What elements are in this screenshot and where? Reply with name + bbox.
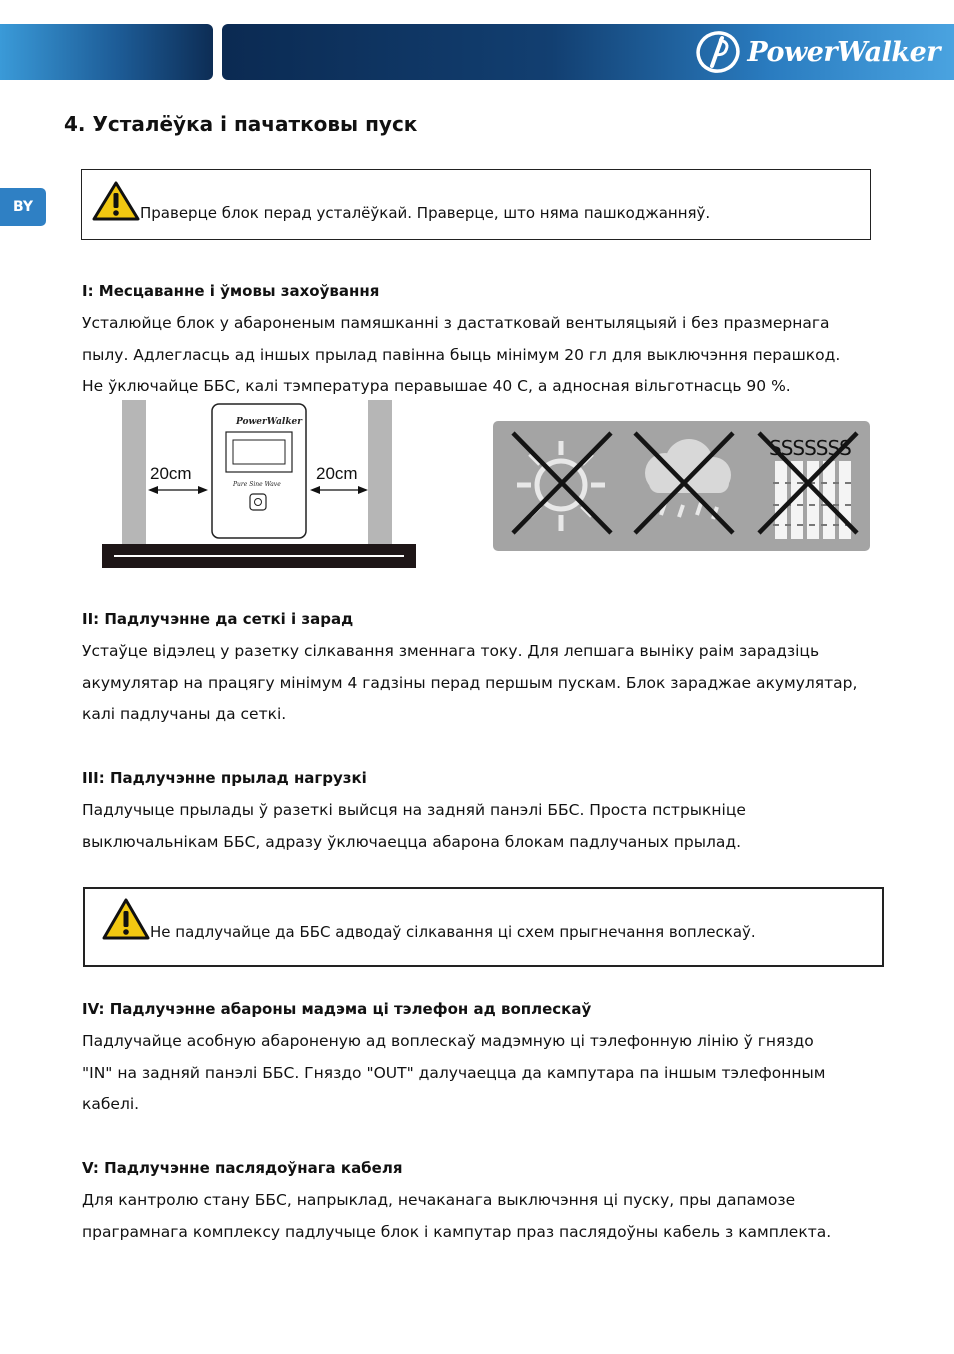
warning-box-1	[81, 169, 871, 240]
section-heading-5: V: Падлучэнне паслядоўнага кабеля	[82, 1159, 403, 1177]
section-1-line-2: пылу. Адлегласць ад іншых прылад павінна быць мінімум 20 гл для выключэння перашкод.	[82, 345, 841, 364]
warning-triangle-icon	[91, 180, 141, 222]
spacing-diagram	[100, 398, 418, 570]
section-2-line-1: Устаўце відэлец у разетку сілкавання зменнага току. Для лепшага выніку раім зарадзіць	[82, 642, 820, 660]
section-body-1	[82, 308, 840, 403]
device-caption-label: Pure Sine Wave	[233, 481, 281, 488]
warning-text-2: Не падлучайце да ББС адводаў сілкавання ці схем прыгнечання воплескаў.	[150, 923, 756, 941]
section-3-line-1: Падлучыце прылады ў разеткі выйсця на задняй панэлі ББС. Проста пстрыкніце	[82, 801, 746, 819]
warning-text-1: Праверце блок перад усталёўкай. Праверце, што няма пашкоджанняў.	[140, 204, 711, 222]
warning-triangle-icon	[101, 897, 151, 941]
section-heading-1: I: Месцаванне і ўмовы захоўвання	[82, 282, 380, 300]
no-heater-icon	[759, 433, 857, 539]
section-4-line-2: "IN" на задняй панэлі ББС. Гняздо "OUT" далучаецца да кампутара па іншым тэлефонным	[82, 1063, 826, 1082]
section-5-line-2: праграмнага комплексу падлучыце блок і кампутар праз паслядоўны кабель з камплекта.	[82, 1222, 832, 1241]
section-heading-4: IV: Падлучэнне абароны мадэма ці тэлефон ад воплескаў	[82, 1000, 592, 1018]
right-distance-label: 20cm	[316, 464, 358, 483]
section-heading-3: III: Падлучэнне прылад нагрузкі	[82, 769, 367, 787]
section-4-line-3: кабелі.	[82, 1095, 140, 1113]
section-5-line-1: Для кантролю стану ББС, напрыклад, нечаканага выключэння ці пуску, пры дапамозе	[82, 1191, 796, 1209]
section-body-2	[82, 636, 857, 731]
brand-logo	[695, 30, 940, 74]
brand-logo-icon	[695, 30, 741, 74]
conditions-panel	[493, 421, 870, 551]
language-tab[interactable]: BY	[0, 188, 46, 226]
conditions-icons	[493, 421, 870, 551]
section-body-3	[82, 795, 746, 858]
warning-box-2	[83, 887, 884, 967]
header-right-bar	[222, 24, 954, 80]
no-sun-icon	[513, 433, 611, 533]
no-rain-icon	[635, 433, 733, 533]
section-heading-2: II: Падлучэнне да сеткі і зарад	[82, 610, 354, 628]
device-brand-label: PowerWalker	[236, 417, 303, 427]
heater-label: SSSSSSS	[769, 436, 851, 460]
section-body-4	[82, 1026, 825, 1121]
page-title: 4. Усталёўка і пачатковы пуск	[64, 112, 418, 136]
header-left-bar	[0, 24, 213, 80]
section-2-line-3: калі падлучаны да сеткі.	[82, 705, 287, 723]
section-1-line-1: Усталюйце блок у абароненым памяшканні з дастатковай вентыляцыяй і без празмернага	[82, 314, 830, 332]
section-body-5	[82, 1185, 831, 1248]
section-3-line-2: выключальнікам ББС, адразу ўключаецца абарона блокам падлучаных прылад.	[82, 832, 742, 851]
section-2-line-2: акумулятар на працягу мінімум 4 гадзіны перад першым пускам. Блок зараджае акумулятар,	[82, 673, 858, 692]
left-distance-label: 20cm	[150, 464, 192, 483]
section-4-line-1: Падлучайце асобную абароненую ад воплескаў мадэмную ці тэлефонную лінію ў гняздо	[82, 1032, 814, 1050]
section-1-line-3: Не ўключайце ББС, калі тэмпература перавышае 40 С, а адносная вільготнасць 90 %.	[82, 377, 791, 395]
brand-name: PowerWalker	[747, 36, 940, 68]
